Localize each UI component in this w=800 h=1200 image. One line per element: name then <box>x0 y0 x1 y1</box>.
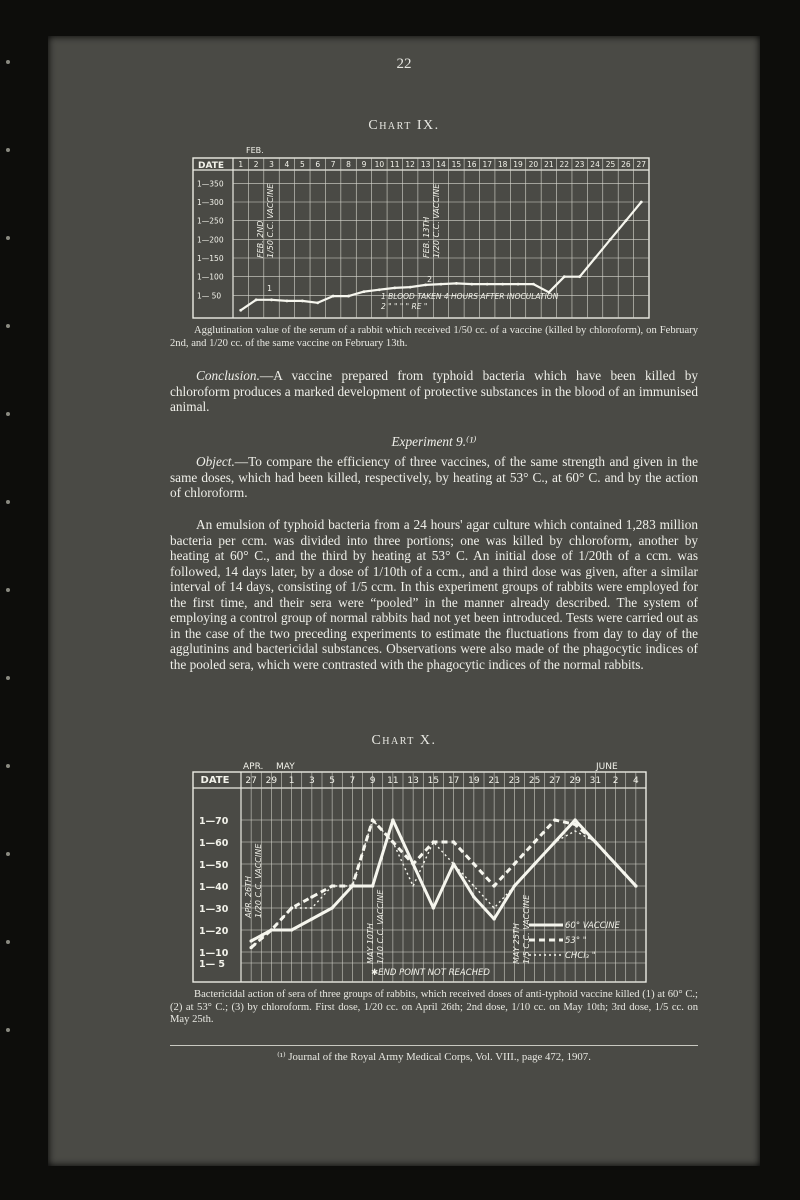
chart-ix-point <box>640 201 643 204</box>
object-paragraph <box>170 454 698 501</box>
chart-x-series-53-point <box>452 840 455 843</box>
chart-ix-x-tick: 22 <box>559 160 570 169</box>
chart-x-series-chcl3-point <box>433 841 435 843</box>
document-page <box>48 36 760 1166</box>
chart-ix-y-tick: 1—200 <box>197 235 224 245</box>
chart-ix-x-tick: 15 <box>451 160 462 169</box>
binding-hole <box>6 940 10 944</box>
chart-x-x-tick: 23 <box>508 776 521 786</box>
chart-x-y-tick: 1—50 <box>199 860 229 871</box>
binding-hole <box>6 1028 10 1032</box>
chart-ix-point <box>378 288 381 291</box>
chart-x-series-53-point <box>472 862 475 865</box>
chart-ix-x-tick: 18 <box>497 160 508 169</box>
chart-x-june-label: JUNE <box>596 762 618 772</box>
chart-x-series-60-point <box>330 906 333 909</box>
chart-x <box>191 758 651 984</box>
chart-x-series-60-point <box>492 917 495 920</box>
chart-ix-date-label: DATE <box>197 161 225 171</box>
chart-ix-x-tick: 1 <box>238 160 244 169</box>
chart-x-series-60-point <box>432 906 435 909</box>
binding-hole <box>6 412 10 416</box>
chart-x-y-tick: 1—20 <box>199 926 229 937</box>
chart-ix-point <box>563 275 566 278</box>
chart-x-x-tick: 29 <box>569 776 581 786</box>
chart-x-note-apr26: APR. 26TH <box>244 875 253 918</box>
chart-x-series-53-point <box>553 818 556 821</box>
chart-x-x-tick: 19 <box>468 776 480 786</box>
chart-x-series-chcl3-point <box>635 885 637 887</box>
chart-ix-heading: Chart IX. <box>368 118 440 133</box>
footnote: ⁽¹⁾ Journal of the Royal Army Medical Corps, Vol. VIII., page 472, 1907. <box>277 1051 591 1063</box>
chart-ix-x-tick: 13 <box>420 160 431 169</box>
legend-label-chcl3: CHCl₃ " <box>565 951 596 961</box>
chart-x-series-chcl3-point <box>291 907 293 909</box>
chart-ix-x-tick: 20 <box>528 160 539 169</box>
conclusion-paragraph <box>170 368 698 415</box>
chart-x-x-tick: 27 <box>549 776 561 786</box>
binding-hole <box>6 324 10 328</box>
chart-ix-y-tick: 1—350 <box>197 179 224 189</box>
chart-x-apr-label: APR. <box>243 762 264 772</box>
chart-x-series-60-point <box>371 884 374 887</box>
chart-x-end-point-note: ✱END POINT NOT REACHED <box>371 968 490 978</box>
chart-ix-y-tick: 1—100 <box>197 272 224 282</box>
chart-ix-point <box>270 298 273 301</box>
chart-ix-x-tick: 17 <box>482 160 492 169</box>
chart-x-series-chcl3-point <box>271 929 273 931</box>
chart-x-series-chcl3-point <box>453 863 455 865</box>
chart-ix-x-tick: 14 <box>436 160 446 169</box>
chart-x-series-chcl3-point <box>372 819 374 821</box>
chart-ix-x-tick: 3 <box>269 160 274 169</box>
chart-ix-x-tick: 19 <box>513 160 523 169</box>
chart-ix-x-tick: 21 <box>544 160 554 169</box>
binding-hole <box>6 500 10 504</box>
body-paragraph: An emulsion of typhoid bacteria from a 24 hours' agar culture which contained 1,283 million bacteria per ccm. was divided into three portions; one was killed by chloroform, another by heating at 60° C., and the third by heating at 53° C. An initial dose of 1/20th of a ccm. was followed, 14 days later, by a dose of 1/10th of a ccm., and a third dose was given, after a similar interval of 14 days, consisting of 1/5 ccm. In this experiment groups of rabbits were employed for the first time, and their sera were “pooled” in the manner already described. The system of employing a control group of normal rabbits had not yet been introduced. Tests were carried out as in the case of the two preceding experiments to estimate the fluctuations from day to day of the agglutinins and bactericidal substances. Observations were also made of the phagocytic indices of the pooled sera, which were contrasted with the phagocytic indices of the normal rabbits. <box>170 517 698 672</box>
chart-x-series-chcl3-point <box>412 885 414 887</box>
chart-ix-point <box>255 298 258 301</box>
chart-x-y-tick: 1—70 <box>199 816 229 827</box>
chart-ix-note-feb2: FEB. 2ND <box>256 220 265 258</box>
experiment-heading: Experiment 9.⁽¹⁾ <box>391 434 477 449</box>
chart-ix-point <box>532 283 535 286</box>
chart-ix-point <box>332 295 335 298</box>
chart-ix-x-tick: 2 <box>253 160 259 169</box>
chart-x-heading: Chart X. <box>371 733 437 748</box>
chart-x-series-60-point <box>290 928 293 931</box>
chart-x-x-tick: 11 <box>387 776 399 786</box>
chart-ix-note-feb13: FEB. 13TH <box>422 216 431 258</box>
object-label: Object. <box>196 454 235 469</box>
chart-ix-x-tick: 24 <box>590 160 600 169</box>
chart-x-series-60-point <box>472 895 475 898</box>
chart-x-date-label: DATE <box>200 775 230 786</box>
chart-ix-annotation-1: 1 BLOOD TAKEN 4 HOURS AFTER INOCULATION <box>381 292 559 301</box>
chart-ix <box>191 140 651 320</box>
chart-ix-annotation-2: 2 " " " " RE " <box>381 302 428 311</box>
chart-ix-point <box>301 300 304 303</box>
legend-label-60: 60° VACCINE <box>565 921 620 931</box>
chart-ix-y-tick: 1—300 <box>197 198 224 207</box>
chart-x-series-53-point <box>533 840 536 843</box>
chart-ix-y-tick: 1—150 <box>197 254 224 263</box>
chart-ix-x-tick: 5 <box>299 160 305 169</box>
binding-hole <box>6 852 10 856</box>
chart-x-series-chcl3-point <box>534 863 536 865</box>
chart-ix-point <box>486 283 489 286</box>
chart-ix-note-vaccine-1: 1/50 C.C. VACCINE <box>266 183 275 258</box>
chart-x-x-tick: 2 <box>612 776 619 786</box>
chart-x-series-chcl3-point <box>595 841 597 843</box>
chart-ix-point <box>501 283 504 286</box>
chart-x-note-vaccine-1: 1/20 C.C. VACCINE <box>254 843 263 918</box>
chart-ix-x-tick: 23 <box>574 160 585 169</box>
chart-ix-point <box>316 301 319 304</box>
chart-x-caption: Bactericidal action of sera of three groups of rabbits, which received doses of anti-typhoid vaccine killed (1) at 60° C.; (2) at 53° C.; (3) by chloroform. First dose, 1/20 cc. on April 26th; 2nd dose, 1/10 cc. on May 10th; 3rd dose, 1/5 cc. on May 25th. <box>170 989 698 1025</box>
chart-x-x-tick: 9 <box>369 776 376 786</box>
chart-x-series-60-point <box>391 818 394 821</box>
chart-ix-x-tick: 8 <box>346 160 351 169</box>
chart-x-y-tick: 1—60 <box>199 838 229 849</box>
chart-ix-x-tick: 26 <box>621 160 631 169</box>
chart-ix-marker-2: 2 <box>427 275 433 284</box>
chart-x-note-may25: MAY 25TH <box>512 923 521 964</box>
chart-x-series-chcl3-point <box>331 885 333 887</box>
object-text: —To compare the efficiency of three vaccines, of the same strength and given in the same doses, which had been killed, respectively, by heating at 53° C., at 60° C. and by the action of chloroform. <box>170 454 698 500</box>
chart-x-note-vaccine-2: 1/10 C.C. VACCINE <box>376 889 385 964</box>
chart-x-x-tick: 25 <box>528 776 541 786</box>
chart-x-series-chcl3-point <box>574 830 576 832</box>
chart-x-x-tick: 5 <box>329 776 335 786</box>
chart-ix-x-tick: 7 <box>330 160 336 169</box>
chart-x-x-tick: 31 <box>589 776 602 786</box>
chart-ix-point <box>578 275 581 278</box>
chart-x-note-vaccine-3: 1/5 C.C. VACCINE <box>522 894 531 964</box>
chart-x-series-chcl3-point <box>250 947 252 949</box>
chart-ix-point <box>624 219 627 222</box>
chart-ix-month-label: FEB. <box>246 146 264 155</box>
chart-x-y-tick: 1—30 <box>199 904 229 915</box>
chart-ix-point <box>409 286 412 289</box>
chart-x-may-label: MAY <box>276 762 295 772</box>
chart-ix-point <box>470 283 473 286</box>
binding-hole <box>6 676 10 680</box>
chart-ix-point <box>517 283 520 286</box>
chart-ix-x-tick: 25 <box>605 160 616 169</box>
chart-x-x-tick: 29 <box>265 776 278 786</box>
chart-ix-point <box>286 300 289 303</box>
binding-hole <box>6 588 10 592</box>
binding-hole <box>6 236 10 240</box>
chart-x-series-chcl3-point <box>493 907 495 909</box>
binding-hole <box>6 764 10 768</box>
chart-ix-point <box>440 283 443 286</box>
chart-ix-x-tick: 11 <box>390 160 400 169</box>
chart-x-x-tick: 13 <box>407 776 419 786</box>
chart-ix-x-tick: 9 <box>361 160 367 169</box>
chart-ix-y-tick: 1—250 <box>197 216 224 226</box>
conclusion-text: —A vaccine prepared from typhoid bacteria which have been killed by chloroform produces a marked development of protective substances in the blood of an immunised animal. <box>170 368 698 414</box>
conclusion-label: Conclusion. <box>196 368 260 383</box>
chart-x-series-chcl3-point <box>615 863 617 865</box>
chart-ix-marker-1: 1 <box>267 284 273 293</box>
chart-ix-y-tick: 1— 50 <box>197 291 222 301</box>
chart-x-series-60-point <box>310 917 313 920</box>
chart-ix-point <box>455 282 458 285</box>
chart-ix-x-tick: 6 <box>315 160 321 169</box>
chart-x-note-may10: MAY 10TH <box>366 923 375 964</box>
binding-hole <box>6 148 10 152</box>
chart-ix-point <box>609 238 612 241</box>
chart-x-series-53-point <box>513 862 516 865</box>
chart-x-x-tick: 3 <box>309 776 315 786</box>
chart-ix-x-tick: 16 <box>467 160 477 169</box>
chart-ix-x-tick: 4 <box>284 160 290 169</box>
legend-label-53: 53° " <box>565 936 587 946</box>
chart-x-series-53-point <box>492 884 495 887</box>
chart-x-y-tick: 1—40 <box>199 882 229 893</box>
chart-ix-point <box>594 257 597 260</box>
chart-x-y-tick: 1— 5 <box>199 959 226 970</box>
chart-x-x-tick: 17 <box>447 776 460 786</box>
chart-x-x-tick: 7 <box>349 776 356 786</box>
chart-x-series-53-point <box>573 823 576 826</box>
chart-x-y-tick: 1—10 <box>199 948 229 959</box>
chart-ix-point <box>347 295 350 298</box>
chart-x-series-chcl3-point <box>311 907 313 909</box>
page-number: 22 <box>396 56 412 72</box>
chart-x-series-chcl3-point <box>514 885 516 887</box>
chart-ix-note-vaccine-2: 1/20 C.C. VACCINE <box>432 183 441 258</box>
chart-x-series-chcl3-point <box>473 885 475 887</box>
chart-ix-point <box>239 309 242 312</box>
chart-ix-x-tick: 10 <box>374 160 385 169</box>
chart-x-series-60-point <box>249 939 252 942</box>
chart-x-series-chcl3-point <box>554 841 556 843</box>
chart-x-series-60-point <box>573 818 576 821</box>
chart-x-series-53-point <box>310 895 313 898</box>
chart-x-x-tick: 21 <box>488 776 500 786</box>
chart-ix-x-tick: 12 <box>405 160 415 169</box>
chart-x-series-chcl3-point <box>392 841 394 843</box>
chart-ix-x-tick: 27 <box>636 160 647 169</box>
footnote-rule <box>170 1045 698 1046</box>
chart-x-x-tick: 15 <box>427 776 440 786</box>
chart-x-x-tick: 1 <box>288 776 295 786</box>
chart-x-x-tick: 4 <box>633 776 639 786</box>
chart-ix-point <box>393 286 396 289</box>
chart-x-series-chcl3-point <box>352 885 354 887</box>
chart-x-x-tick: 27 <box>245 776 257 786</box>
chart-ix-caption: Agglutination value of the serum of a rabbit which received 1/50 cc. of a vaccine (killed by chloroform), on February 2nd, and 1/20 cc. of the same vaccine on February 13th. <box>170 325 698 349</box>
binding-hole <box>6 60 10 64</box>
chart-x-series-53-point <box>411 862 414 865</box>
chart-ix-point <box>363 290 366 293</box>
